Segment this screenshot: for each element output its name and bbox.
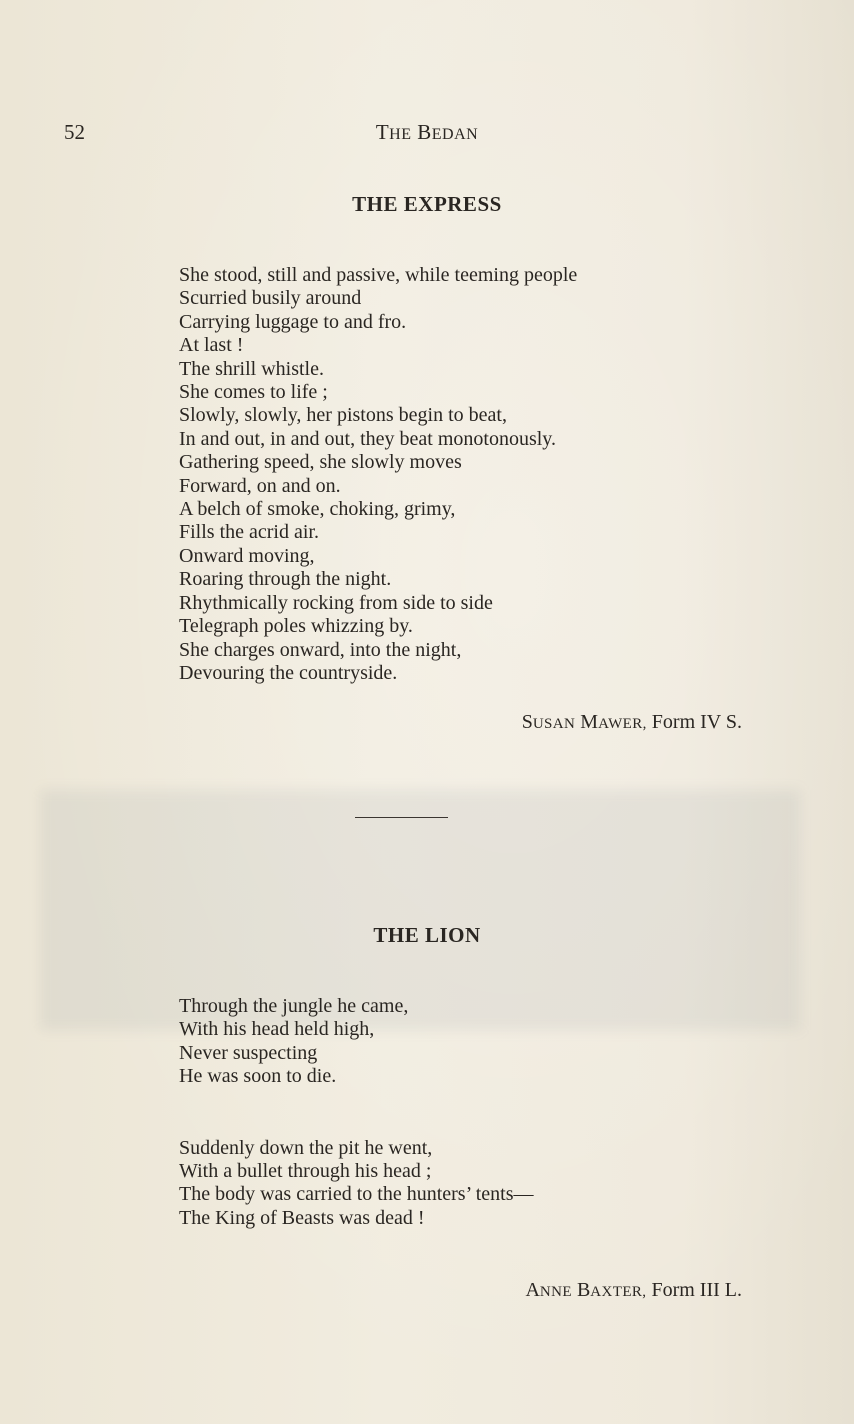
poem-line: She charges onward, into the night, — [179, 638, 462, 661]
poem-line: Never suspecting — [179, 1041, 318, 1064]
poem-express — [179, 264, 779, 685]
poem-line: Gathering speed, she slowly moves — [179, 451, 462, 474]
poem-line: At last ! — [179, 334, 244, 357]
poem-line: Slowly, slowly, her pistons begin to beat, — [179, 404, 507, 427]
stanza-gap — [179, 1089, 779, 1137]
poem-line: He was soon to die. — [179, 1065, 337, 1088]
poem-line: The King of Beasts was dead ! — [179, 1206, 425, 1229]
poem-line: Onward moving, — [179, 544, 315, 567]
author-susan-mawer: SUSAN MAWER, Form IV S. — [521, 711, 742, 733]
poem-line: Scurried busily around — [179, 287, 362, 310]
poem-line: Telegraph poles whizzing by. — [179, 615, 413, 638]
poem-line: Devouring the countryside. — [179, 661, 398, 684]
poem-line: With his head held high, — [179, 1018, 375, 1041]
bleed-through-shadow — [40, 790, 800, 1030]
poem-lion — [179, 995, 779, 1230]
poem-line: She stood, still and passive, while teeming people — [179, 264, 578, 286]
poem-title-lion: THE LION — [373, 923, 481, 947]
poem-title-express: THE EXPRESS — [352, 192, 502, 216]
poem-line: With a bullet through his head ; — [179, 1160, 432, 1183]
poem-line: Forward, on and on. — [179, 474, 341, 497]
poem-line: Suddenly down the pit he went, — [179, 1136, 433, 1159]
poem-line: Carrying luggage to and fro. — [179, 310, 407, 333]
poem-line: Through the jungle he came, — [179, 995, 409, 1017]
author-anne-baxter: ANNE BAXTER, Form III L. — [525, 1279, 742, 1301]
running-header — [0, 120, 854, 150]
poem-line: Roaring through the night. — [179, 568, 392, 591]
poem-line: She comes to life ; — [179, 381, 328, 404]
poem-line: The shrill whistle. — [179, 357, 324, 380]
poem-line: In and out, in and out, they beat monotonously. — [179, 427, 556, 450]
poem-line: The body was carried to the hunters’ tents— — [179, 1183, 534, 1206]
page-number: 52 — [64, 120, 85, 144]
poem-line: A belch of smoke, choking, grimy, — [179, 498, 456, 521]
poem-line: Rhythmically rocking from side to side — [179, 591, 493, 614]
running-title: THE BEDAN — [375, 120, 479, 144]
poem-line: Fills the acrid air. — [179, 521, 319, 544]
section-divider — [355, 817, 448, 818]
